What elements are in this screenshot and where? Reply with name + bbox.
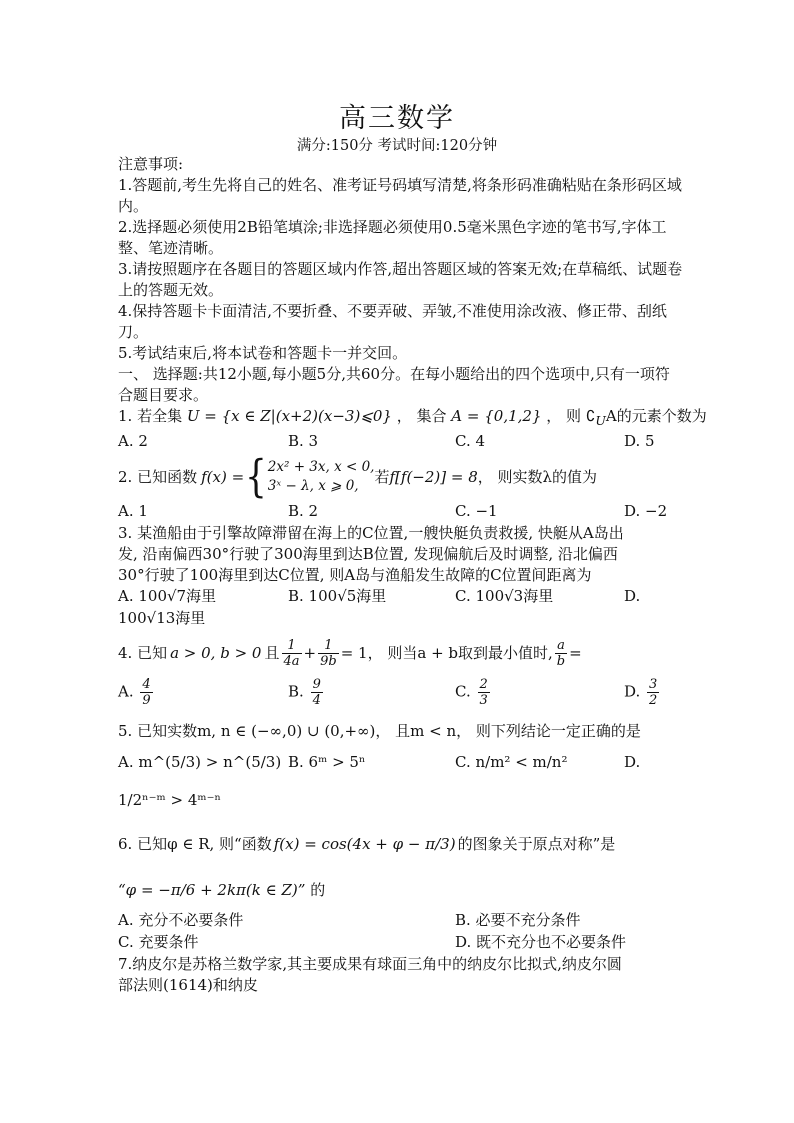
exam-info: 满分:150分 考试时间:120分钟 — [296, 138, 498, 154]
option-d[interactable]: D. $\frac{3}{2}$ — [624, 677, 658, 708]
question-3-line-1: 3. 某渔船由于引擎故障滞留在海上的C位置,一艘快艇负责救援, 快艇从A岛出 — [118, 524, 624, 542]
note-item-5: 5.考试结束后,将本试卷和答题卡一并交回。 — [118, 344, 408, 362]
option-a[interactable]: A. 100√7海里 — [118, 587, 217, 605]
option-d-continued: 100√13海里 — [118, 609, 206, 627]
notes-heading: 注意事项: — [118, 155, 184, 173]
left-brace: { — [245, 451, 267, 503]
option-d[interactable]: D. 既不充分也不必要条件 — [455, 933, 627, 951]
question-3-options — [118, 586, 683, 608]
option-c[interactable]: C. $\frac{2}{3}$ — [455, 677, 488, 708]
option-a[interactable]: A. 1 — [118, 502, 148, 520]
note-item-3: 3.请按照题序在各题目的答题区域内作答,超出答题区域的答案无效;在草稿纸、试题卷上的答题无效。 — [118, 260, 683, 299]
option-b[interactable]: B. 100√5海里 — [288, 587, 387, 605]
option-c[interactable]: C. 4 — [455, 432, 486, 450]
option-c[interactable]: C. n/m² < m/n² — [455, 753, 568, 771]
question-3-line-2: 发, 沿南偏西30°行驶了300海里到达B位置, 发现偏航后及时调整, 沿北偏西 — [118, 545, 618, 563]
question-4-options — [118, 677, 683, 721]
option-d[interactable]: D. −2 — [624, 502, 668, 520]
note-item-2: 2.选择题必须使用2B铅笔填涂;非选择题必须使用0.5毫米黑色字迹的笔书写,字体工整、笔迹清晰。 — [118, 218, 667, 257]
question-2-options — [118, 501, 683, 523]
section-heading: 一、 选择题:共12小题,每小题5分,共60分。在每小题给出的四个选项中,只有一项符合题目要求。 — [118, 365, 670, 404]
option-b[interactable]: B. 3 — [288, 432, 319, 450]
option-b[interactable]: B. 6ᵐ > 5ⁿ — [288, 753, 366, 771]
question-6: 6. 已知φ ∈ R, 则“函数 f(x) = cos(4x + φ − π/3) 的图象关于原点对称”是 — [118, 834, 616, 853]
question-7-line-1: 7.纳皮尔是苏格兰数学家,其主要成果有球面三角中的纳皮尔比拟式,纳皮尔圆 — [118, 955, 622, 973]
option-a[interactable]: A. 充分不必要条件 — [118, 911, 244, 929]
option-a[interactable]: A. $\frac{4}{9}$ — [118, 677, 151, 708]
note-item-4: 4.保持答题卡卡面清洁,不要折叠、不要弄破、弄皱,不准使用涂改液、修正带、刮纸刀。 — [118, 302, 667, 341]
question-6-options-row-1 — [118, 910, 683, 932]
question-2: 2. 已知函数 f(x) = { 2x² + 3x, x < 0, 3ˣ − λ, x ⩾ 0, 若 f[f(−2)] = 8 ， 则实数λ的值为 — [118, 451, 598, 503]
option-a[interactable]: A. 2 — [118, 432, 148, 450]
page-title: 高三数学 — [339, 103, 455, 134]
question-1-options — [118, 431, 683, 453]
option-b[interactable]: B. 2 — [288, 502, 319, 520]
fraction: $\frac{a}{b}$ — [556, 637, 566, 669]
option-d[interactable]: D. 5 — [624, 432, 655, 450]
option-d[interactable]: D. — [624, 753, 641, 771]
question-1: 1. 若全集 U = {x ∈ Z|(x+2)(x−3)⩽0} ， 集合 A = {0,1,2} ， 则 $∁_UA$的元素个数为 — [118, 407, 707, 428]
option-c[interactable]: C. 充要条件 — [118, 933, 199, 951]
question-6-options-row-2 — [118, 932, 683, 954]
question-5-options — [118, 742, 683, 782]
option-d-continued: 1/2ⁿ⁻ᵐ > 4ᵐ⁻ⁿ — [118, 791, 222, 809]
fraction: $\frac{1}{9b}$ — [320, 637, 337, 669]
question-3-line-3: 30°行驶了100海里到达C位置, 则A岛与渔船发生故障的C位置间距离为 — [118, 566, 592, 584]
fraction: $\frac{1}{4a}$ — [283, 637, 300, 669]
piecewise-cases: 2x² + 3x, x < 0, 3ˣ − λ, x ⩾ 0, — [267, 459, 375, 494]
set-u: U = {x ∈ Z|(x+2)(x−3)⩽0} — [186, 407, 392, 425]
option-c[interactable]: C. −1 — [455, 502, 498, 520]
exam-body — [118, 154, 707, 996]
question-5: 5. 已知实数m, n ∈ (−∞,0) ∪ (0,+∞)， 且m < n， 则下列结论一定正确的是 — [118, 722, 641, 740]
option-b[interactable]: B. $\frac{9}{4}$ — [288, 677, 321, 708]
set-a: A = {0,1,2} — [451, 407, 542, 425]
option-c[interactable]: C. 100√3海里 — [455, 587, 554, 605]
question-4: 4. 已知 a > 0, b > 0 且 $\frac{1}{4a}$ + $\frac{1}{9b}$ = 1 ， 则当a + b取到最小值时, $\frac{a}{b}$ = — [118, 637, 582, 669]
question-6-condition: “φ = −π/6 + 2kπ(k ∈ Z)” 的 — [118, 881, 326, 899]
question-7-line-2: 部法则(1614)和纳皮 — [118, 976, 258, 994]
option-b[interactable]: B. 必要不充分条件 — [455, 911, 581, 929]
option-d[interactable]: D. — [624, 587, 641, 605]
note-item-1: 1.答题前,考生先将自己的姓名、准考证号码填写清楚,将条形码准确粘贴在条形码区域内。 — [118, 176, 682, 215]
option-a[interactable]: A. m^(5/3) > n^(5/3) — [118, 753, 282, 771]
